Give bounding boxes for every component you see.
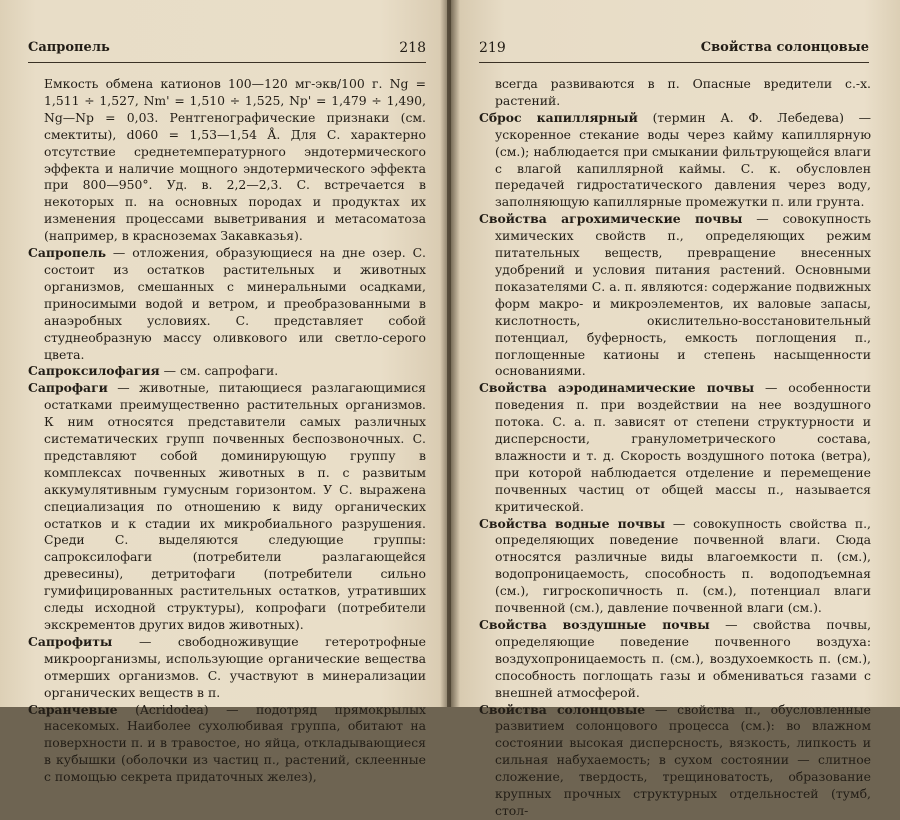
entry-term: Свойства агрохимические почвы (479, 211, 743, 227)
dictionary-entry (479, 211, 871, 380)
entry-term: Свойства воздушные почвы (479, 617, 710, 632)
entry-term: Сброс капиллярный (479, 109, 638, 125)
entry-term: Сапрофиты (28, 633, 113, 649)
running-head: Сапропель (28, 40, 110, 55)
entry-text: — отложения, образующиеся на дне озер. С. состоит из остатков растительных и животных организмов, смешанных с минеральными осадками, приносимыми водой и ветром, и преобразованными в анаэробных условиях. С. представляет собой студнеобразную массу оливкового или светло-серого цвета. (44, 245, 426, 362)
entry-term: Сапропель (28, 245, 106, 261)
entry-term: Свойства аэродинамические почвы (479, 380, 755, 396)
entry-text: (Acridodea) — подотряд прямокрылых насекомых. Наиболее сухолюбивая группа, обитают на поверхности п. и в травостое, но яйца, откладывающиеся в кубышки (оболочки из частиц п., растений, склеенные с помощью секрета придаточных желез), (44, 701, 426, 785)
paragraph-text: Емкость обмена катионов 100—120 мг-экв/100 г. Ng = 1,511 ÷ 1,527, Nm' = 1,510 ÷ 1,525, Np' = 1,479 ÷ 1,490, Ng—Np = 0,03. Рентгенографические признаки (см. смектиты), d060 = 1,53—1,54 Å. Для С. характерно отсутствие среднетемпературного эндотермического эффекта и наличие мощного эндотермического эффекта при 800—950°. Уд. в. 2,2—2,3. С. встречается в некоторых п. на основных породах и продуктах их изменения процессами выветривания и метасоматоза (например, в красноземах Закавказья). (44, 76, 426, 244)
dictionary-entry (479, 617, 871, 702)
entry-text: — особенности поведения п. при воздействии на нее воздушного потока. С. а. п. зависят от степени структурности и дисперсности, гранулометрического состава, влажности и т. д. Скорость воздушного потока (ветра), при которой наблюдается отделение и перемещение почвенных частиц от общей массы п., называется критической. (495, 380, 871, 514)
page-number: 218 (399, 40, 426, 56)
entry-term: Саранчевые (28, 701, 118, 717)
right-page-header (479, 38, 869, 60)
entry-text: — свободноживущие гетеротрофные микроорганизмы, использующие органические вещества отмерших организмов. С. участвуют в минерализации органических веществ в п. (44, 633, 426, 700)
entry-text: — совокупность химических свойств п., определяющих режим питательных веществ, превращение внесенных удобрений и условия питания растений. Основными показателями С. а. п. являются: содержание подвижных форм макро- и микроэлементов, их валовые запасы, кислотность, окислительно-восстановительный потенциал, буферность, емкость поглощения п., поглощенные катионы и степень насыщенности основаниями. (495, 211, 871, 379)
header-rule (28, 62, 426, 63)
entry-term: Сапрофаги (28, 380, 108, 396)
entry-term: Свойства водные почвы (479, 515, 666, 531)
entry-text: — совокупность свойства п., определяющих поведение почвенной влаги. Сюда относятся различные виды влагоемкости п. (см.), водопроницаемость, способность п. водоподъемная (см.), гигроскопичность п. (см.), потенциал влаги почвенной (см.), давление почвенной влаги (см.). (495, 515, 871, 616)
dictionary-entry (479, 110, 871, 211)
dictionary-entry (479, 516, 871, 617)
right-page (451, 0, 900, 818)
left-page-text (28, 76, 426, 786)
dictionary-entry (479, 380, 871, 515)
entry-text: — животные, питающиеся разлагающимися остатками преимущественно растительных организмов. К ним относятся представители самых различных систематических групп почвенных беспозвоночных. С. представляют собой доминирующую группу в комплексах почвенных животных в п. с развитым аккумулятивным гумусным горизонтом. У С. выражена специализация по отношению к виду органических остатков и к стадии их микробиального разрушения. Среди С. выделяются следующие группы: сапроксилофаги (потребители разлагающейся древесины), детритофаги (потребители сильно гумифицированных растительных остатков, утративших следы исходной структуры), копрофаги (потребители экскрементов других видов животных). (44, 380, 426, 632)
dictionary-entry (28, 380, 426, 634)
dictionary-entry (28, 634, 426, 702)
running-head: Свойства солонцовые (700, 40, 869, 55)
left-page-header (28, 38, 426, 60)
left-page (0, 0, 447, 785)
dictionary-entry (28, 363, 426, 380)
entry-text: — свойства п., обусловленные развитием солонцового процесса (см.): во влажном состоянии высокая дисперсность, вязкость, липкость и сильная набухаемость; в сухом состоянии — слитное сложение, твердость, трещиноватость, образование крупных прочных структурных отдельностей (тумб, стол- (495, 701, 872, 818)
dictionary-entry (479, 702, 871, 820)
paragraph (28, 76, 426, 245)
entry-text: — см. сапрофаги. (159, 363, 279, 379)
entry-text: — свойства почвы, определяющие поведение почвенного воздуха: воздухопроницаемость п. (см.), воздухоемкость п. (см.), способность поглощать газы и обмениваться газами с внешней атмосферой. (495, 617, 872, 700)
paragraph (479, 76, 871, 110)
right-page-text (479, 76, 871, 820)
paragraph-text: всегда развиваются в п. Опасные вредители с.-х. растений. (495, 76, 871, 108)
entry-text: (термин А. Ф. Лебедева) — ускоренное стекание воды через кайму капиллярную (см.); наблюдается при смыкании фильтрующейся влаги с влагой капиллярной каймы. С. к. обусловлен передачей гидростатического давления через воду, заполняющую капиллярные промежутки п. или грунта. (495, 109, 871, 210)
entry-term: Свойства солонцовые (479, 701, 646, 717)
dictionary-entry (28, 702, 426, 787)
dictionary-entry (28, 245, 426, 363)
entry-term: Сапроксилофагия (28, 363, 160, 379)
page-number: 219 (479, 40, 506, 56)
book-gutter (440, 0, 460, 707)
header-rule (479, 62, 869, 63)
